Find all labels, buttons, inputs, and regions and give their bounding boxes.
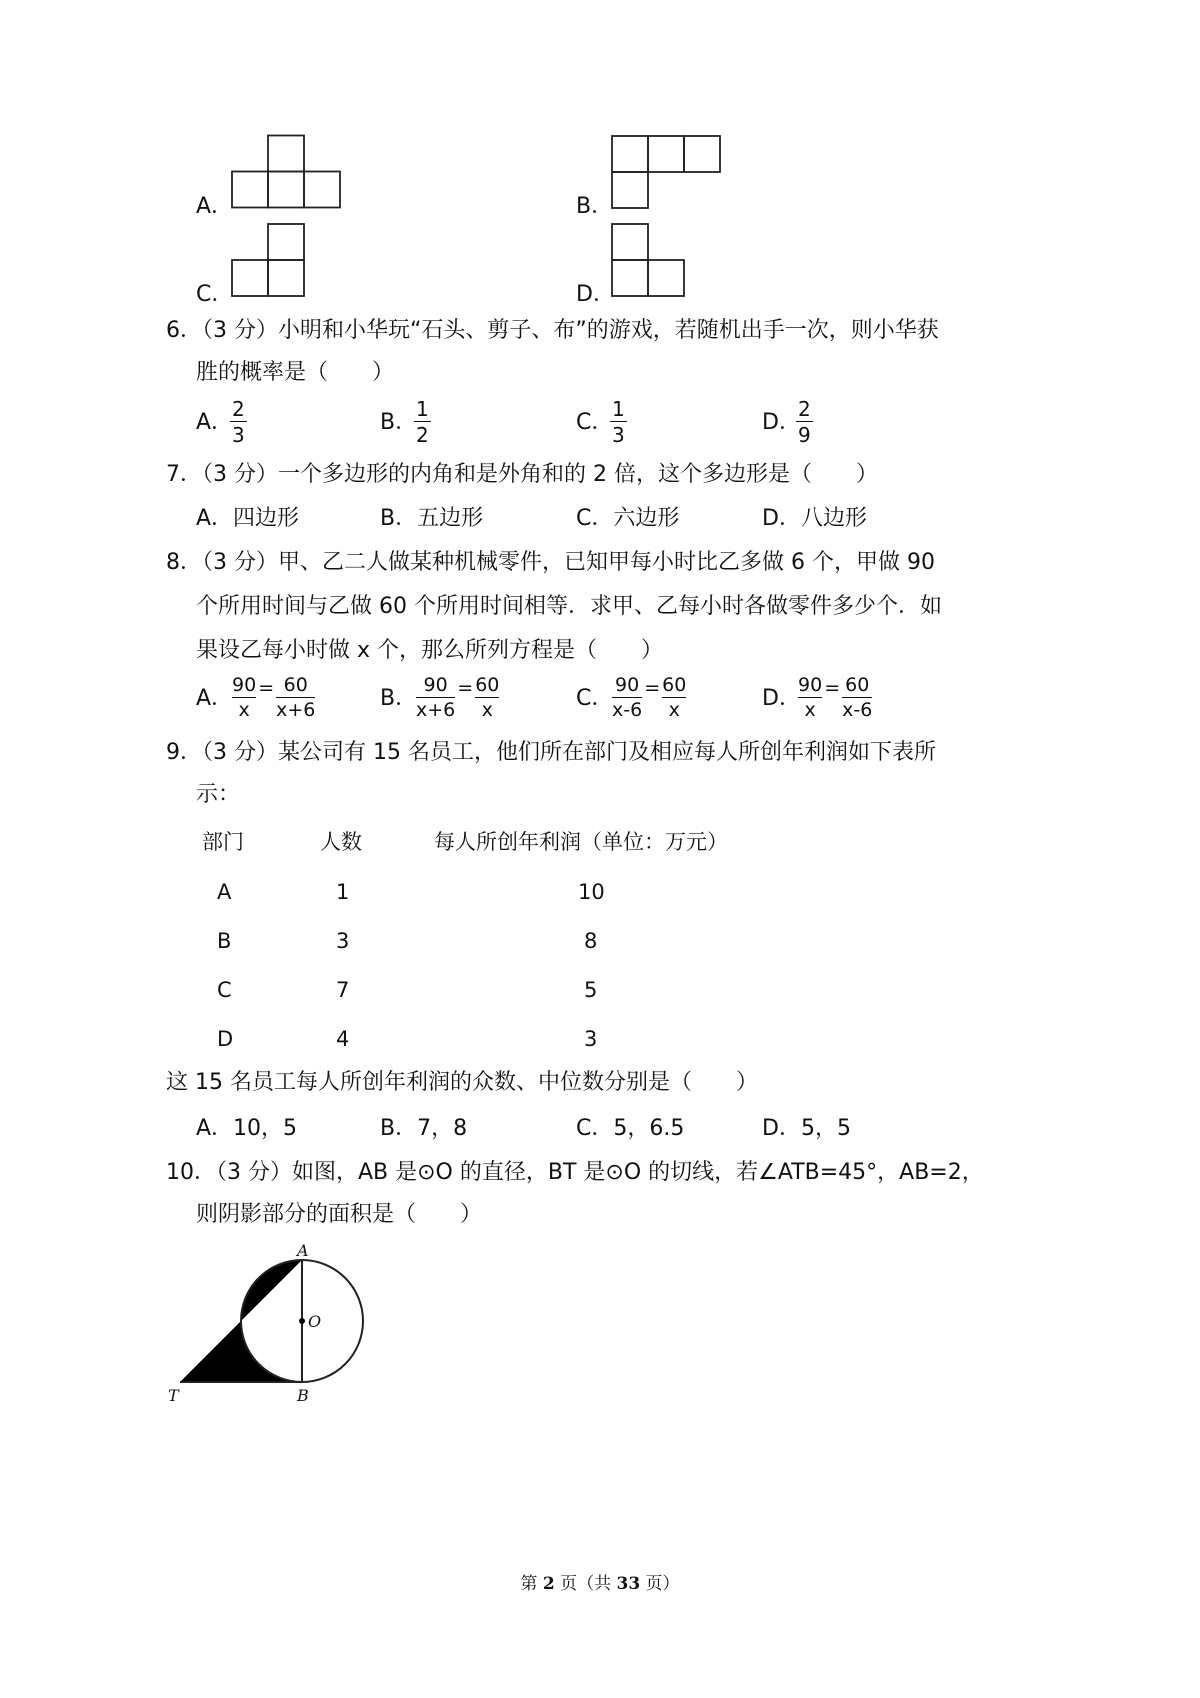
table-header-count: 人数 [320,830,362,854]
table-cell: B [217,929,232,953]
q9-option-d: D．5，5 [762,1116,851,1141]
net-figure-d [610,222,690,298]
q6-option-b-label: B． [380,410,418,435]
net-figure-c [230,222,310,298]
q8-option-d-equation: 90 x = 60 x-6 [798,674,873,721]
q6-option-d-label: D． [762,410,801,435]
question-8-text-cont: 个所用时间与乙做 60 个所用时间相等．求甲、乙每小时各做零件多少个．如 [196,594,942,619]
table-cell: 1 [336,880,350,904]
question-9-text-cont: 示： [196,782,241,807]
table-cell: 4 [336,1027,350,1051]
current-page-number: 2 [542,1574,555,1594]
option-a-label: A． [196,194,234,219]
table-cell: A [217,880,232,904]
q8-option-c-label: C． [576,686,614,711]
table-cell: 8 [584,929,598,953]
option-d-label: D． [576,282,615,307]
option-b-label: B． [576,194,614,219]
table-cell: 3 [336,929,350,953]
q8-option-c-equation: 90 x-6 = 60 x [612,674,687,721]
table-cell: 7 [336,978,350,1002]
question-7-text: 7．（3 分）一个多边形的内角和是外角和的 2 倍，这个多边形是（ ） [166,462,878,487]
question-6-text-cont: 胜的概率是（ ） [196,360,395,385]
question-10-text-cont: 则阴影部分的面积是（ ） [196,1202,483,1227]
q6-option-c-label: C． [576,410,614,435]
q6-option-b-fraction: 1 2 [416,397,429,447]
question-9-text: 9．（3 分）某公司有 15 名员工，他们所在部门及相应每人所创年利润如下表所 [166,740,936,765]
q6-option-a-fraction: 2 3 [232,397,245,447]
q9-option-a: A．10，5 [196,1116,298,1141]
q7-option-d: D．八边形 [762,506,867,531]
q6-option-d-fraction: 2 9 [798,397,811,447]
q7-option-a: A．四边形 [196,506,300,531]
q7-option-c: C．六边形 [576,506,680,531]
q6-option-c-fraction: 1 3 [612,397,625,447]
net-figure-a [230,134,345,210]
q8-option-b-label: B． [380,686,418,711]
q7-option-b: B．五边形 [380,506,484,531]
table-header-profit: 每人所创年利润（单位：万元） [434,830,728,854]
table-header-department: 部门 [202,830,244,854]
q8-option-b-equation: 90 x+6 = 60 x [416,674,500,721]
question-8-text-cont2: 果设乙每小时做 x 个，那么所列方程是（ ） [196,638,664,663]
question-6-text: 6．（3 分）小明和小华玩“石头、剪子、布”的游戏，若随机出手一次，则小华获 [166,318,939,343]
q8-option-a-equation: 90 x = 60 x+6 [232,674,316,721]
question-9-question: 这 15 名员工每人所创年利润的众数、中位数分别是（ ） [166,1070,758,1095]
page-footer: 第 2 页（共 33 页） [520,1574,680,1594]
table-cell: C [217,978,232,1002]
point-b-label: B [297,1386,309,1405]
q8-option-d-label: D． [762,686,801,711]
option-c-label: C． [196,282,234,307]
circle-tangent-figure [160,1236,380,1406]
table-cell: 10 [578,880,605,904]
point-t-label: T [168,1386,179,1405]
point-o-label: O [308,1312,322,1331]
total-page-count: 33 [616,1574,641,1594]
q8-option-a-label: A． [196,686,234,711]
question-10-text: 10．（3 分）如图，AB 是⊙O 的直径，BT 是⊙O 的切线，若∠ATB=45°，AB=2， [166,1160,984,1185]
table-cell: 3 [584,1027,598,1051]
table-cell: 5 [584,978,598,1002]
point-a-label: A [297,1241,309,1260]
table-cell: D [217,1027,234,1051]
q6-option-a-label: A． [196,410,234,435]
net-figure-b [610,134,725,210]
q9-option-b: B．7，8 [380,1116,468,1141]
q9-option-c: C．5，6.5 [576,1116,685,1141]
question-8-text: 8．（3 分）甲、乙二人做某种机械零件，已知甲每小时比乙多做 6 个，甲做 90 [166,550,935,575]
